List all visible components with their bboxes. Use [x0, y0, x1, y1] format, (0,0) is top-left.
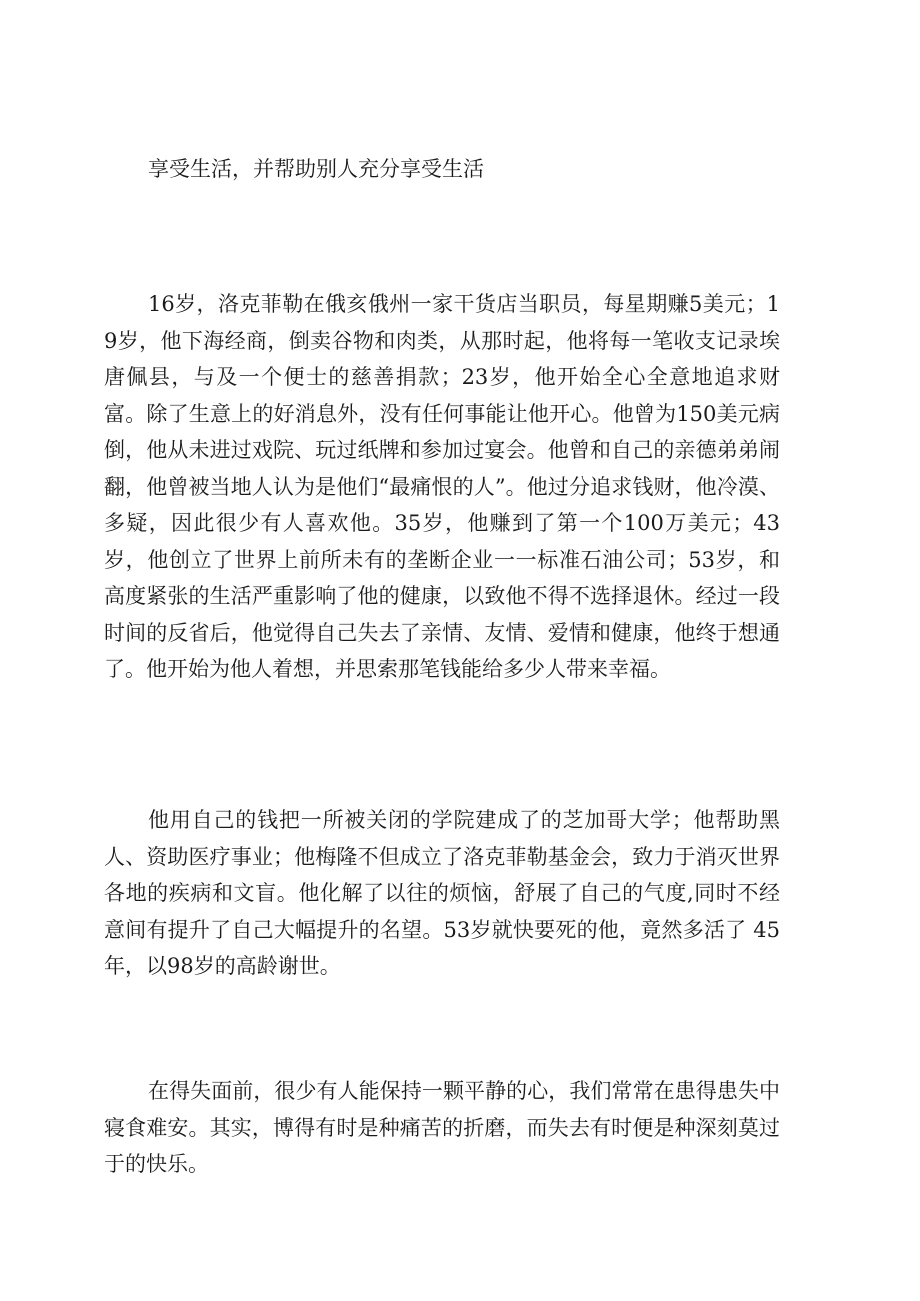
paragraph-conclusion: 在得失面前，很少有人能保持一颗平静的心，我们常常在患得患失中寝食难安。其实，博得有时是种痛苦的折磨，而失去有时便是种深刻莫过于的快乐。: [104, 1079, 780, 1176]
paragraph-title: 享受生活，并帮助别人充分享受生活: [148, 157, 484, 181]
paragraph-rockefeller-philanthropy: 他用自己的钱把一所被关闭的学院建成了的芝加哥大学；他帮助黑人、资助医疗事业；他梅隆不但成立了洛克菲勒基金会，致力于消灭世界各地的疾病和文盲。他化解了以往的烦恼，舒展了自己的气度,同时不经意间有提升了自己大幅提升的名望。53岁就快要死的他，竟然多活了 45年，以98岁的高龄谢世。: [104, 808, 780, 978]
paragraph-rockefeller-early-life: 16岁，洛克菲勒在俄亥俄州一家干货店当职员，每星期赚5美元；19岁，他下海经商，倒卖谷物和肉类，从那时起，他将每一笔收支记录埃唐佩县，与及一个便士的慈善捐款；23岁，他开始全心全意地追求财富。除了生意上的好消息外，没有任何事能让他开心。他曾为150美元病倒，他从未进过戏院、玩过纸牌和参加过宴会。他曾和自己的亲德弟弟闹翻，他曾被当地人认为是他们“最痛恨的人”。他过分追求钱财，他冷漠、多疑，因此很少有人喜欢他。35岁，他赚到了第一个100万美元；43岁，他创立了世界上前所未有的垄断企业一一标准石油公司；53岁，和高度紧张的生活严重影响了他的健康，以致他不得不选择退休。经过一段时间的反省后，他觉得自己失去了亲情、友情、爱情和健康，他终于想通了。他开始为他人着想，并思索那笔钱能给多少人带来幸福。: [104, 292, 780, 681]
